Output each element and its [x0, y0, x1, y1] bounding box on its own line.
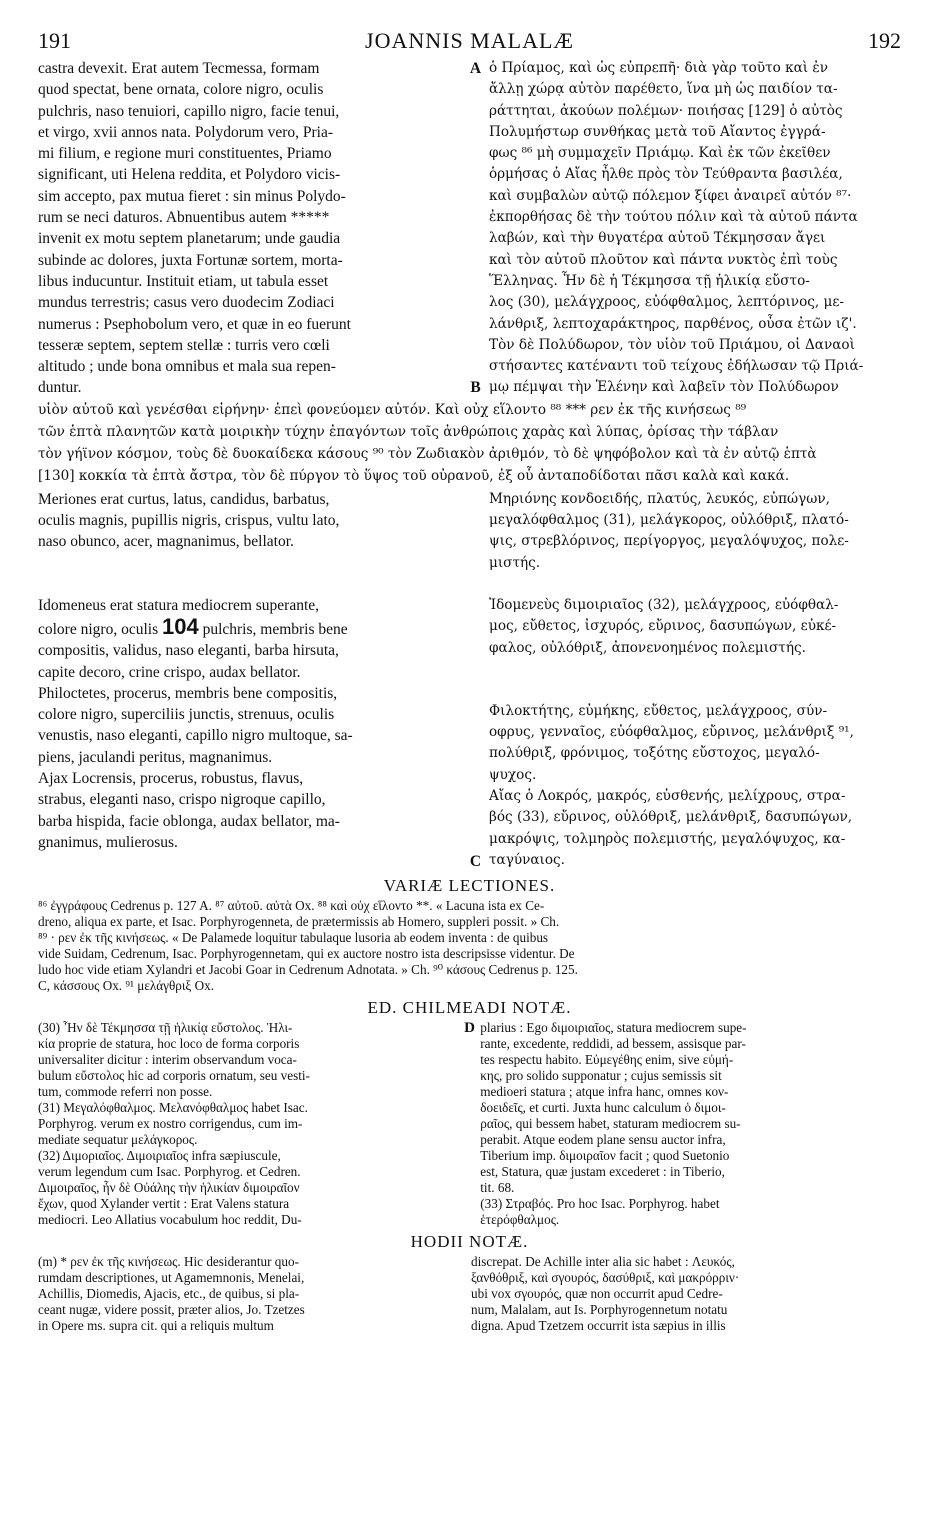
note-line: in Opere ms. supra cit. qui a reliquis multum	[38, 1318, 274, 1334]
chilmead-notes-heading: ED. CHILMEADI NOTÆ.	[367, 998, 572, 1018]
latin-line: sim accepto, pax mutua fieret : sin minus Polydo-	[38, 187, 346, 205]
greek-line: Μηριόνης κονδοειδής, πλατύς, λευκός, εὐπώγων,	[489, 490, 830, 507]
greek-line: ψις, στρεβλόρινος, περίγοργος, μεγαλόψυχος, πολε-	[489, 533, 849, 550]
margin-markers-1	[465, 58, 487, 399]
note-line: discrepat. De Achille inter alia sic habet : Λευκός,	[471, 1254, 735, 1270]
latin-line: tesseræ septem, septem stellæ : turris vero cœli	[38, 336, 330, 354]
note-line: plarius : Ego διμοιριαῖος, statura mediocrem supe-	[480, 1020, 747, 1036]
greek-line: καὶ τὸν αὐτοῦ πλοῦτον καὶ πάντα νυκτὸς ἐπὶ τοὺς	[489, 251, 838, 268]
note-line: digna. Apud Tzetzem occurrit ista sæpius in illis	[471, 1318, 726, 1334]
note-line: verum legendum cum Isac. Porphyrog. et Cedren.	[38, 1164, 301, 1180]
latin-line: venustis, naso eleganti, capillo nigro multoque, sa-	[38, 727, 353, 745]
greek-line: μιστής.	[489, 554, 541, 571]
chilmead-right-column	[480, 1020, 901, 1228]
hodii-notes	[38, 1254, 901, 1334]
variae-lectiones	[38, 898, 901, 994]
note-line: Tiberium imp. διμοιραῖον facit ; quod Suetonio	[480, 1148, 730, 1164]
latin-line: capite decoro, crine crispo, audax bellator.	[38, 663, 301, 681]
greek-line: Ἕλληνας. Ἦν δὲ ἡ Τέκμησσα τῇ ἡλικίᾳ εὔστο-	[489, 272, 810, 289]
note-line: Porphyrog. verum ex nostro corrigendus, cum im-	[38, 1116, 303, 1132]
greek-line: λάνθριξ, λεπτοχαράκτηρος, παρθένος, οὖσα ἐτῶν ιζ'.	[489, 315, 857, 332]
greek-line: ἄλλῃ χώρᾳ αὐτὸν παρέθετο, ἵνα μὴ ὡς παιδίον τα-	[489, 81, 838, 98]
latin-line: significant, uti Helena reddita, et Polydoro vicis-	[38, 166, 341, 184]
greek-full-width	[38, 399, 901, 487]
footnote-line: dreno, aliqua ex parte, et Isac. Porphyrogenneta, de prætermissis ab Homero, suppleri possit. » Ch.	[38, 914, 560, 930]
latin-line: libus inducuntur. Instituit etiam, ut tabula esset	[38, 272, 329, 290]
latin-line: mundus terrestris; casus vero duodecim Zodiaci	[38, 294, 335, 312]
greek-line: φαλος, οὐλόθριξ, ἀπονενοημένος πολεμιστής.	[489, 639, 806, 656]
section-2	[38, 489, 901, 872]
greek-line: μος, εὔθετος, ἰσχυρός, εὔρινος, δασυπώγων, εὐκέ-	[489, 618, 837, 635]
note-line: ἑτερόφθαλμος.	[480, 1212, 560, 1228]
latin-line: invenit ex motu septem planetarum; unde gaudia	[38, 230, 341, 248]
margin-letter-a: A	[469, 60, 482, 77]
latin-column-2	[38, 489, 462, 872]
latin-column-1	[38, 58, 462, 399]
note-line: universaliter dicitur : interim observandum voca-	[38, 1052, 297, 1068]
latin-line: castra devexit. Erat autem Tecmessa, formam	[38, 60, 320, 77]
left-page-number: 191	[38, 28, 71, 53]
greek-line: Αἴας ὁ Λοκρός, μακρός, εὐσθενής, μελίχρους, στρα-	[489, 788, 846, 805]
footnote-line: ⁸⁹ · ρεν ἐκ τῆς κινήσεως. « De Palamede loquitur tabulaque lusoria ab eodem inventa : de quibus	[38, 930, 549, 946]
latin-line: mi filium, e regione muri constituentes, Priamo	[38, 145, 332, 163]
greek-line: ἐκπορθήσας δὲ τὴν τούτου πόλιν καὶ τὰ αὐτοῦ πάντα	[489, 209, 858, 226]
running-title: JOANNIS MALALÆ	[365, 28, 574, 53]
note-line: (31) Μεγαλόφθαλμος. Μελανόφθαλμος habet Isac.	[38, 1100, 308, 1116]
margin-letter-c: C	[469, 852, 482, 870]
note-line: tes respectu habito. Εὐμεγέθης enim, sive εὐμή-	[480, 1052, 734, 1068]
greek-line: Πολυμήστωρ συνθήκας μετὰ τοῦ Αἴαντος ἐγγρά-	[489, 123, 826, 140]
greek-line: στήσαντες κατέναντι τοῦ τείχους ἐδήλωσαν τῷ Πριά-	[489, 358, 864, 375]
greek-line: υἱὸν αὐτοῦ καὶ γενέσθαι εἰρήνην· ἐπεὶ φονεύομεν αὐτόν. Καὶ οὐχ εἵλοντο ⁸⁸ *** ρεν ἐκ τῆς κινήσεως ⁸⁹	[38, 401, 747, 418]
note-line: ubi vox σγουρός, quæ non occurrit apud Cedre-	[471, 1286, 723, 1302]
greek-line: Ἰδομενεὺς διμοιριαῖος (32), μελάγχροος, εὐόφθαλ-	[489, 596, 839, 613]
running-header	[38, 28, 901, 58]
latin-line: duntur.	[38, 379, 82, 397]
note-line: δοειδεῖς, et curti. Juxta hunc calculum ὁ διμοι-	[480, 1100, 726, 1116]
greek-line: ὁ Πρίαμος, καὶ ὡς εὐπρεπῆ· διὰ γὰρ τοῦτο καὶ ἐν	[489, 60, 828, 76]
margin-letter-d: D	[464, 1020, 475, 1037]
greek-line: μακρόψις, τολμηρὸς πολεμιστής, μεγαλόψυχος, κα-	[489, 830, 846, 847]
greek-line: Τὸν δὲ Πολύδωρον, τὸν υἱὸν τοῦ Πριάμου, οἱ Δαναοὶ	[489, 336, 855, 353]
hodii-left-column	[38, 1254, 468, 1334]
greek-line: μῳ πέμψαι τὴν Ἑλένην καὶ λαβεῖν τὸν Πολύδωρον	[489, 379, 839, 396]
note-line: Διμοιραῖος, ἦν δὲ Οὐάλης τὴν ἡλικίαν διμοιραῖον	[38, 1180, 300, 1196]
footnote-line: ludo hoc vide etiam Xylandri et Jacobi Goar in Cedrenum Adnotata. » Ch. ⁹⁰ κάσους Cedrenus p. 125.	[38, 962, 578, 978]
note-line: perabit. Atque eodem plane sensu auctor infra,	[480, 1132, 726, 1148]
latin-line: Philoctetes, procerus, membris bene compositis,	[38, 684, 338, 702]
latin-line: barba hispida, facie oblonga, audax bellator, ma-	[38, 812, 340, 830]
note-line: κία proprie de statura, hoc loco de forma corporis	[38, 1036, 300, 1052]
note-line: (30) Ἦν δὲ Τέκμησσα τῇ ἡλικίᾳ εὔστολος. Ἡλι-	[38, 1020, 293, 1036]
greek-line: ράττηται, ἀκούων πολέμων· ποιήσας [129] ὁ αὐτὸς	[489, 102, 843, 119]
note-line: ραῖος, qui bessem habet, staturam mediocrem su-	[480, 1116, 741, 1132]
latin-line: rum se neci daturos. Abnuentibus autem *****	[38, 209, 330, 227]
latin-line: et virgo, xvii annos nata. Polydorum vero, Pria-	[38, 123, 334, 141]
latin-line: colore nigro, superciliis junctis, strenuus, oculis	[38, 706, 335, 724]
latin-line: Ajax Locrensis, procerus, robustus, flavus,	[38, 770, 304, 788]
latin-line: gnanimus, mulierosus.	[38, 833, 178, 851]
footnote-line: ⁸⁶ ἐγγράφους Cedrenus p. 127 A. ⁸⁷ αὐτοῦ. αὐτὰ Ox. ⁸⁸ καὶ οὐχ εἵλοντο **. « Lacuna ista ex Ce-	[38, 898, 545, 914]
note-line: tum, commode referri non posse.	[38, 1084, 213, 1100]
greek-line: ταγύναιος.	[489, 851, 565, 868]
note-line: κης, pro solido supponatur ; cujus semissis sit	[480, 1068, 722, 1084]
footnote-line: vide Suidam, Cedrenum, Isac. Porphyrogennetam, qui ex auctore nostro ista descripsisse videntur. De	[38, 946, 575, 962]
section-1	[38, 58, 901, 399]
greek-line: μεγαλόφθαλμος (31), μελάγκορος, οὐλόθριξ, πλατό-	[489, 512, 849, 529]
note-line: mediocri. Leo Allatius vocabulum hoc reddit, Du-	[38, 1212, 302, 1228]
note-line: medioeri statura ; atque infra hanc, omnes κον-	[480, 1084, 729, 1100]
greek-line: Φιλοκτήτης, εὐμήκης, εὔθετος, μελάγχροος, σύν-	[489, 702, 828, 719]
note-line: (33) Στραβός. Pro hoc Isac. Porphyrog. habet	[480, 1196, 720, 1212]
latin-line: pulchris, naso tenuiori, capillo nigro, facie tenui,	[38, 102, 340, 120]
latin-line: colore nigro, oculis 104 pulchris, membris bene	[38, 615, 348, 639]
greek-line: λαβών, καὶ τὴν θυγατέρα αὐτοῦ Τέκμησσαν ἄγει	[489, 230, 826, 247]
note-line: mediate sequatur μελάγκορος.	[38, 1132, 198, 1148]
note-line: num, Malalam, aut Is. Porphyrogennetum notatu	[471, 1302, 728, 1318]
greek-line: τῶν ἑπτὰ πλανητῶν κατὰ μοιρικὴν τύχην ἐπαγόντων τοῖς ἀνθρώποις χαρὰς καὶ λύπας, ὁρίσας τὴν τάβλαν	[38, 423, 779, 440]
greek-column-2	[489, 489, 901, 872]
note-line: Achillis, Diomedis, Ajacis, etc., de quibus, si pla-	[38, 1286, 300, 1302]
greek-line: καὶ συμβαλὼν αὐτῷ πόλεμον ξίφει ἀναιρεῖ αὐτόν ⁸⁷·	[489, 187, 852, 204]
note-line: ceant nugæ, videre possit, præter alios, Jo. Tzetzes	[38, 1302, 305, 1318]
greek-line: [130] κοκκία τὰ ἑπτὰ ἄστρα, τὸν δὲ πύργον τὸ ὕψος τοῦ οὐρανοῦ, ἐξ οὗ ἀνταποδίδοται πᾶσι καλὰ καὶ κακά.	[38, 467, 790, 484]
latin-line: piens, jaculandi peritus, magnanimus.	[38, 748, 273, 766]
latin-line: compositis, validus, naso eleganti, barba hirsuta,	[38, 642, 339, 660]
latin-line: naso obunco, acer, magnanimus, bellator.	[38, 533, 294, 551]
note-line: rumdam descriptiones, ut Agamemnonis, Menelai,	[38, 1270, 305, 1286]
greek-line: φως ⁸⁶ μὴ συμμαχεῖν Πριάμῳ. Καὶ ἐκ τῶν ἐκεῖθεν	[489, 145, 831, 162]
note-line: (32) Διμοριαῖος. Διμοιριαῖος infra sæpiuscule,	[38, 1148, 281, 1164]
page-marker-104: 104	[161, 615, 199, 639]
greek-line: βός (33), εὔρινος, οὐλόθριξ, μελάνθριξ, δασυπώγων,	[489, 809, 853, 826]
latin-line: altitudo ; unde bona omnibus et mala sua repen-	[38, 358, 336, 376]
margin-letter-b: B	[470, 379, 481, 397]
greek-line: λος (30), μελάγχροος, εὐόφθαλμος, λεπτόρινος, με-	[489, 294, 844, 311]
chilmead-notes	[38, 1020, 901, 1228]
hodii-right-column	[471, 1254, 901, 1334]
right-page-number: 192	[867, 28, 901, 53]
chilmead-left-column	[38, 1020, 459, 1228]
latin-line: subinde ac dolores, juxta Fortunæ sortem, morta-	[38, 251, 343, 269]
latin-line: Meriones erat curtus, latus, candidus, barbatus,	[38, 490, 330, 508]
latin-line: quod spectat, bene ornata, colore nigro, oculis	[38, 81, 324, 99]
note-line: (m) * ρεν ἐκ τῆς κινήσεως. Hic desiderantur quo-	[38, 1254, 299, 1270]
latin-line: Idomeneus erat statura mediocrem superante,	[38, 596, 320, 614]
greek-line: ὁρμήσας ὁ Αἴας ἦλθε πρὸς τὸν Τεύθραντα βασιλέα,	[489, 166, 843, 183]
greek-column-1	[489, 58, 901, 399]
hodii-notes-heading: HODII NOTÆ.	[410, 1232, 529, 1252]
note-line: ἔχων, quod Xylander vertit : Erat Valens statura	[38, 1196, 290, 1212]
latin-line: strabus, eleganti naso, crispo nigroque capillo,	[38, 791, 326, 809]
margin-markers-2	[465, 489, 487, 872]
greek-line: οφρυς, γενναῖος, εὐόφθαλμος, εὔρινος, μελάνθριξ ⁹¹,	[489, 724, 854, 741]
greek-line: πολύθριξ, φρόνιμος, τοξότης εὔστοχος, μεγαλό-	[489, 745, 820, 762]
note-line: tit. 68.	[480, 1180, 515, 1196]
latin-line: oculis magnis, pupillis nigris, crispus, vultu lato,	[38, 512, 340, 530]
note-line: rante, excedente, reddidi, ad bessem, assisque par-	[480, 1036, 746, 1052]
greek-line: ψυχος.	[489, 766, 537, 783]
footnote-line: C, κάσσους Ox. ⁹¹ μελάγθριξ Ox.	[38, 978, 215, 994]
note-line: ξανθόθριξ, καὶ σγουρός, δασύθριξ, καὶ μακρόρριν·	[471, 1270, 740, 1286]
margin-markers-3	[459, 1020, 481, 1228]
variae-lectiones-heading: VARIÆ LECTIONES.	[383, 876, 556, 896]
latin-line: numerus : Psephobolum vero, et quæ in eo fuerunt	[38, 315, 351, 333]
note-line: bulum εὔστολος hic ad corporis ornatum, seu vesti-	[38, 1068, 310, 1084]
note-line: est, Statura, quæ justam excederet : in Tiberio,	[480, 1164, 725, 1180]
greek-line: τὸν γήϊνον κόσμον, τοὺς δὲ δυοκαίδεκα κάσους ⁹⁰ τὸν Ζωδιακὸν ἀριθμόν, τὸ δὲ ψηφόβολον καὶ τὰ ἐν αὐτῷ ἑπτὰ	[38, 445, 817, 462]
